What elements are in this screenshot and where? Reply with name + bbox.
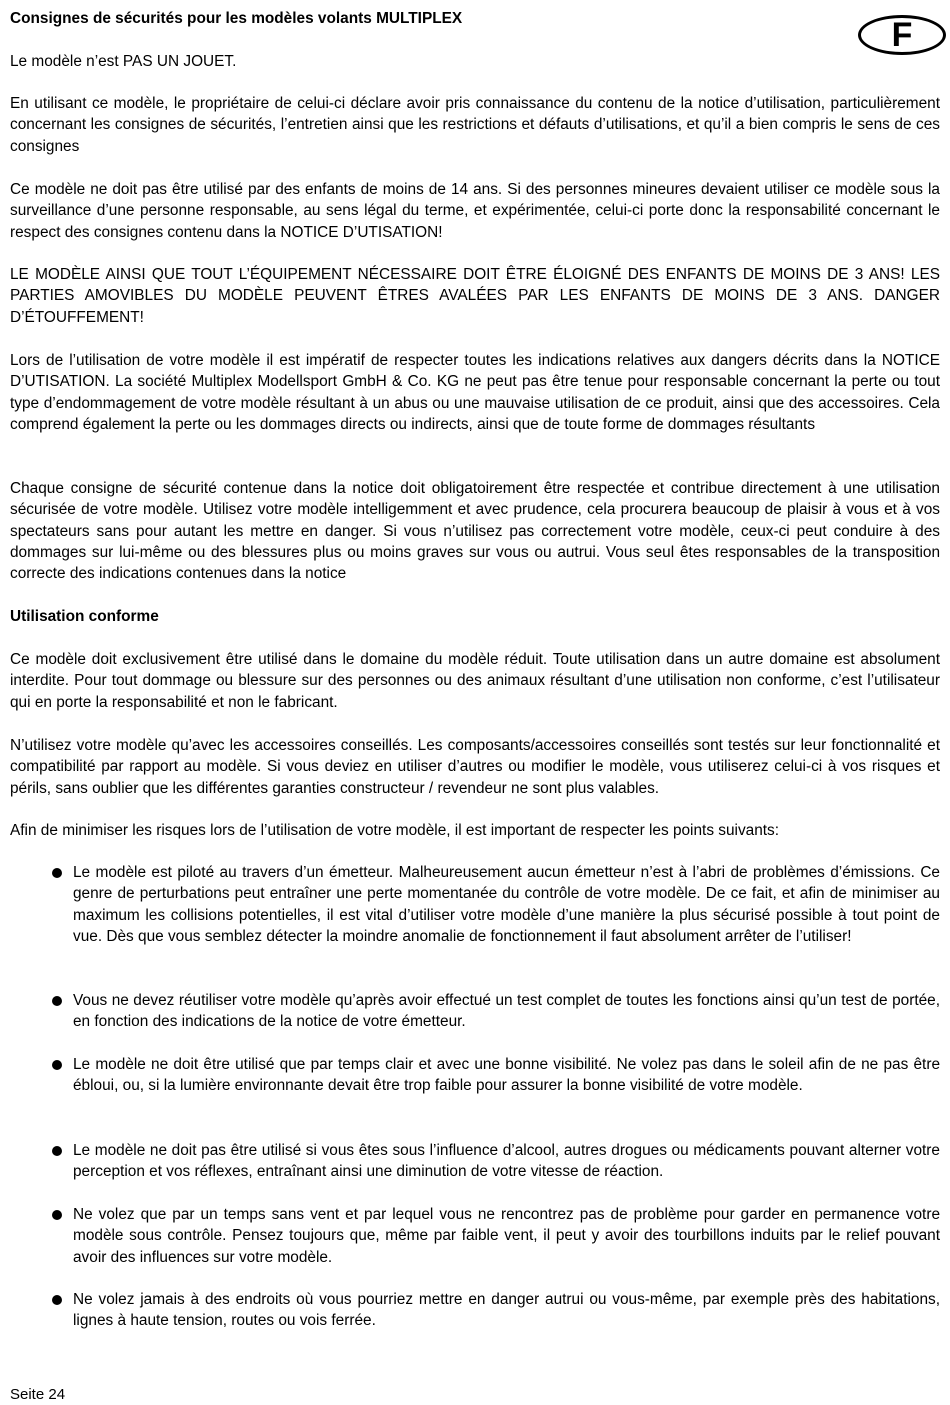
bullet-icon — [52, 1295, 62, 1305]
bullet-icon — [52, 868, 62, 878]
paragraph-owner-declaration: En utilisant ce modèle, le propriétaire de celui-ci déclare avoir pris connaissance du contenu de la notice d’utilisation, particulièrement concernant les consignes de sécurités, l’entretien ainsi que les restrictions et défauts d’utilisations, et qu’il a bien compris le sens de ces consignes — [10, 95, 940, 155]
paragraph-age-restriction: Ce modèle ne doit pas être utilisé par des enfants de moins de 14 ans. Si des personnes mineures devaient utiliser ce modèle sous la surveillance d’une personne responsable, au sens légal du terme, et expérimentée, celui-ci porte donc la responsabilité concernant le respect des consignes contenu dans la NOTICE D’UTISATION! — [10, 181, 940, 241]
page-number: Seite 24 — [10, 1386, 66, 1403]
bullet-icon — [52, 1060, 62, 1070]
paragraph-choking-warning: LE MODÈLE AINSI QUE TOUT L’ÉQUIPEMENT NÉCESSAIRE DOIT ÊTRE ÉLOIGNÉ DES ENFANTS DE MOINS DE 3 ANS! LES PARTIES AMOVIBLES DU MODÈLE PEUVENT ÊTRES AVALÉES PAR LES ENFANTS DE MOINS DE 3 ANS. DANGER D’ÉTOUFFEMENT! — [10, 266, 940, 326]
paragraph-not-a-toy: Le modèle n’est PAS UN JOUET. — [10, 53, 237, 70]
list-item-text: Ne volez que par un temps sans vent et par lequel vous ne rencontrez pas de problème pour garder en permanence votre modèle sous contrôle. Pensez toujours que, même par faible vent, il peut y avoir des tourbillons induits par le relief pouvant avoir des influences sur votre modèle. — [73, 1206, 940, 1266]
list-item-text: Le modèle ne doit être utilisé que par temps clair et avec une bonne visibilité. Ne volez pas dans le soleil afin de ne pas être ébloui, ou, si la lumière environnante devait être trop faible pour assurer la bonne visibilité de votre modèle. — [73, 1056, 940, 1095]
bullet-icon — [52, 1210, 62, 1220]
language-badge — [858, 15, 946, 55]
bullet-icon — [52, 1146, 62, 1156]
list-item — [10, 990, 940, 1033]
bullet-icon — [52, 996, 62, 1006]
document-title: Consignes de sécurités pour les modèles volants MULTIPLEX — [10, 10, 463, 27]
paragraph-intended-use: Ce modèle doit exclusivement être utilisé dans le domaine du modèle réduit. Toute utilisation dans un autre domaine est absolument interdite. Pour tout dommage ou blessure sur des personnes ou des animaux résultant d’une utilisation non conforme, c’est l’utilisateur qui en porte la responsabilité et non le fabricant. — [10, 651, 940, 711]
section-heading: Utilisation conforme — [10, 608, 159, 625]
list-item — [10, 862, 940, 947]
paragraph-points-intro: Afin de minimiser les risques lors de l’utilisation de votre modèle, il est important de respecter les points suivants: — [10, 822, 780, 839]
language-badge-letter: F — [891, 16, 913, 54]
paragraph-accessories: N’utilisez votre modèle qu’avec les accessoires conseillés. Les composants/accessoires conseillés sont testés sur leur fonctionnalité et compatibilité par rapport au modèle. Si vous deviez en utiliser d’autres ou modifier le modèle, vous utiliserez celui-ci à vos risques et périls, sans oublier que les différentes garanties constructeur / revendeur ne sont plus valables. — [10, 737, 940, 797]
list-item-text: Vous ne devez réutiliser votre modèle qu’après avoir effectué un test complet de toutes les fonctions ainsi qu’un test de portée, en fonction des indications de la notice de votre émetteur. — [73, 992, 940, 1031]
list-item — [10, 1140, 940, 1183]
paragraph-liability: Lors de l’utilisation de votre modèle il est impératif de respecter toutes les indications relatives aux dangers décrits dans la NOTICE D’UTISATION. La société Multiplex Modellsport GmbH & Co. KG ne peut pas être tenue pour responsable concernant la perte ou tout type d’endommagement de votre modèle résultant à un abus ou une mauvaise utilisation de ce produit, ainsi que des accessoires. Cela comprend également la perte ou les dommages directs ou indirects, ainsi que de toute forme de dommages résultants — [10, 352, 940, 433]
list-item — [10, 1204, 940, 1268]
list-item — [10, 1054, 940, 1097]
list-item-text: Le modèle ne doit pas être utilisé si vous êtes sous l’influence d’alcool, autres drogues ou médicaments pouvant alterner votre perception et vos réflexes, entraînant ainsi une diminution de votre vitesse de réaction. — [73, 1142, 940, 1181]
list-item-text: Le modèle est piloté au travers d’un émetteur. Malheureusement aucun émetteur n’est à l’abri de problèmes d’émissions. Ce genre de perturbations peut entraîner une perte momentanée du contrôle de votre modèle. De ce fait, et afin de minimiser au maximum les collisions potentielles, il est vital d’utiliser votre modèle d’une manière la plus sécurisé possible à tout point de vue. Dès que vous semblez détecter la moindre anomalie de fonctionnement il faut absolument arrêter de l’utiliser! — [73, 864, 940, 945]
list-item — [10, 1289, 940, 1332]
paragraph-safety-instructions: Chaque consigne de sécurité contenue dans la notice doit obligatoirement être respectée et contribue directement à une utilisation sécurisée de votre modèle. Utilisez votre modèle intelligemment et avec prudence, cela procurera beaucoup de plaisir à vous et à vos spectateurs sans pour autant les mettre en danger. Si vous n’utilisez pas correctement votre modèle, ceux-ci peut conduire à des dommages sur lui-même ou des blessures plus ou moins graves sur vous ou autrui. Vous seul êtes responsables de la transposition correcte des indications contenues dans la notice — [10, 480, 940, 583]
list-item-text: Ne volez jamais à des endroits où vous pourriez mettre en danger autrui ou vous-même, par exemple près des habitations, lignes à haute tension, routes ou vois ferrée. — [73, 1291, 940, 1330]
